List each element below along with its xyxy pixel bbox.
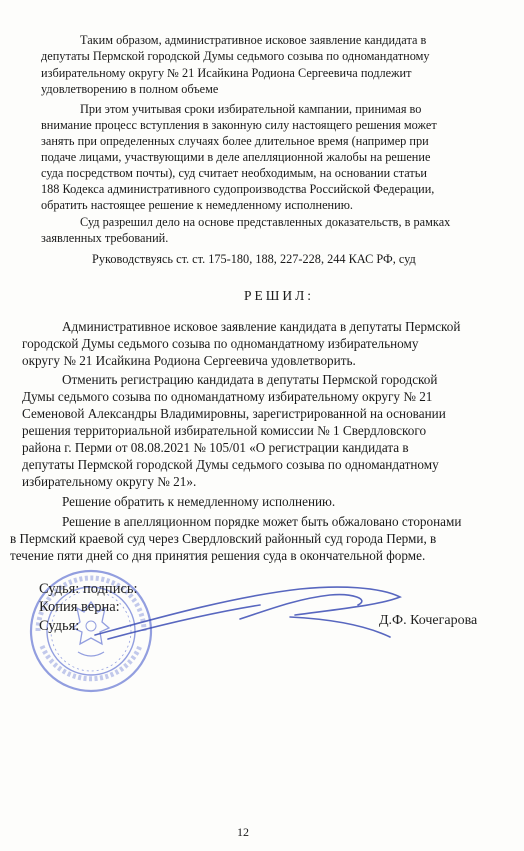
para1-line4: удовлетворению в полном объеме xyxy=(41,82,219,96)
res4-line1: Решение в апелляционном порядке может быть обжаловано сторонами xyxy=(62,514,462,529)
para2-line1: При этом учитывая сроки избирательной кампании, принимая во xyxy=(80,102,422,116)
para3-line2: заявленных требований. xyxy=(41,231,169,245)
page-number: 12 xyxy=(237,825,249,839)
signature-line-copy-certified: Копия верна: xyxy=(39,599,120,615)
para2-line6: 188 Кодекса административного судопроизводства Российской Федерации, xyxy=(41,182,435,196)
res1-line1: Административное исковое заявление кандидата в депутаты Пермской xyxy=(62,319,461,334)
para2-line7: обратить настоящее решение к немедленному исполнению. xyxy=(41,198,353,212)
res2-line4: решения территориальной избирательной комиссии № 1 Свердловского xyxy=(22,423,427,438)
res1-line2: городской Думы седьмого созыва по одномандатному избирательному xyxy=(22,336,419,351)
res1-line3: округу № 21 Исайкина Родиона Сергеевича удовлетворить. xyxy=(22,353,356,368)
para1-line1: Таким образом, административное исковое заявление кандидата в xyxy=(80,33,427,47)
res2-line3: Семеновой Александры Владимировны, зарегистрированной на основании xyxy=(22,406,446,421)
para2-line5: суда посредством почты), суд считает необходимым, на основании статьи xyxy=(41,166,427,180)
res2-line6: депутаты Пермской городской Думы седьмого созыва по одномандатному xyxy=(22,457,439,472)
res4-line3: течение пяти дней со дня принятия решения суда в окончательной форме. xyxy=(10,548,426,563)
decision-heading: РЕШИЛ: xyxy=(244,288,315,303)
para2-line4: подаче лицами, участвующими в деле апелляционной жалобы на решение xyxy=(41,150,431,164)
para3-line1: Суд разрешил дело на основе представленных доказательств, в рамках xyxy=(80,215,451,229)
para1-line3: избирательному округу № 21 Исайкина Родиона Сергеевича подлежит xyxy=(41,66,412,80)
para1-line2: депутаты Пермской городской Думы седьмого созыва по одномандатному xyxy=(41,49,430,63)
res3-line1: Решение обратить к немедленному исполнению. xyxy=(62,494,336,509)
para4-line1: Руководствуясь ст. ст. 175-180, 188, 227-228, 244 КАС РФ, суд xyxy=(92,252,416,266)
signature-line-judge: Судья: подпись: xyxy=(39,581,138,597)
res4-line2: в Пермский краевой суд через Свердловский районный суд города Перми, в xyxy=(10,531,437,546)
res2-line1: Отменить регистрацию кандидата в депутаты Пермской городской xyxy=(62,372,438,387)
para2-line2: внимание процесс вступления в законную силу настоящего решения может xyxy=(41,118,437,132)
res2-line7: избирательному округу № 21». xyxy=(22,474,197,489)
judge-name: Д.Ф. Кочегарова xyxy=(379,613,478,628)
signature-line-judge-copy: Судья: xyxy=(39,618,80,634)
res2-line2: Думы седьмого созыва по одномандатному избирательному округу № 21 xyxy=(22,389,433,404)
para2-line3: занять при определенных случаях более длительное время (например при xyxy=(41,134,429,148)
signature-scribble-icon xyxy=(90,575,420,650)
res2-line5: района г. Перми от 08.08.2021 № 105/01 «О регистрации кандидата в xyxy=(22,440,409,455)
